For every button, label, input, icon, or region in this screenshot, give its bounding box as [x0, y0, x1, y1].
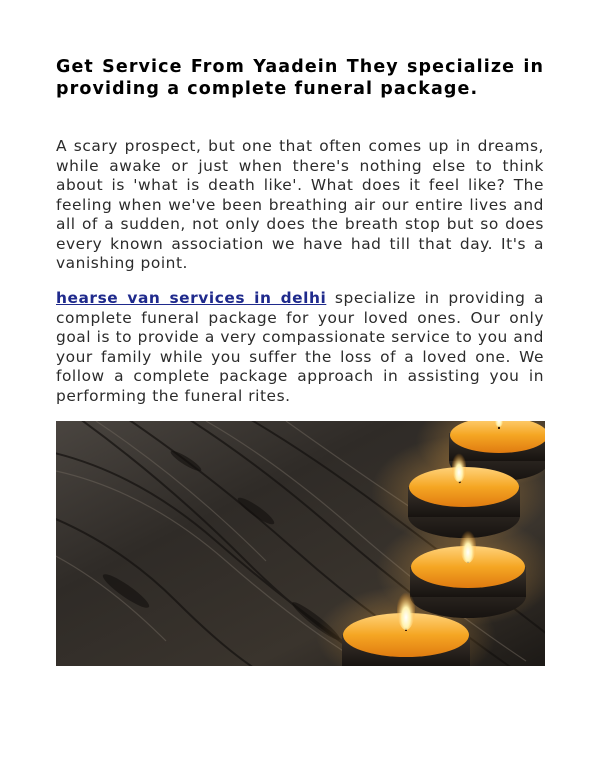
intro-paragraph: A scary prospect, but one that often comes up in dreams, while awake or just when there's nothing else to think about is 'what is death like'. What does it feel like? The feeling when we've been breathing air our entire lives and all of a sudden, not only does the breath stop but so does every known association we have had till that day. It's a vanishing point. [56, 137, 544, 272]
service-paragraph-text: specialize in providing a complete funeral package for your loved ones. Our only goal is to provide a very compassionate service to you and your family while you suffer the loss of a loved one. We follow a complete package approach in assisting you in performing the funeral rites. [56, 289, 545, 405]
service-paragraph [56, 289, 544, 406]
page-title: Get Service From Yaadein They specialize in providing a complete funeral package. [56, 57, 544, 99]
hearse-van-services-link[interactable]: hearse van services in delhi [56, 289, 327, 307]
candles-on-wood-photo [56, 421, 545, 666]
